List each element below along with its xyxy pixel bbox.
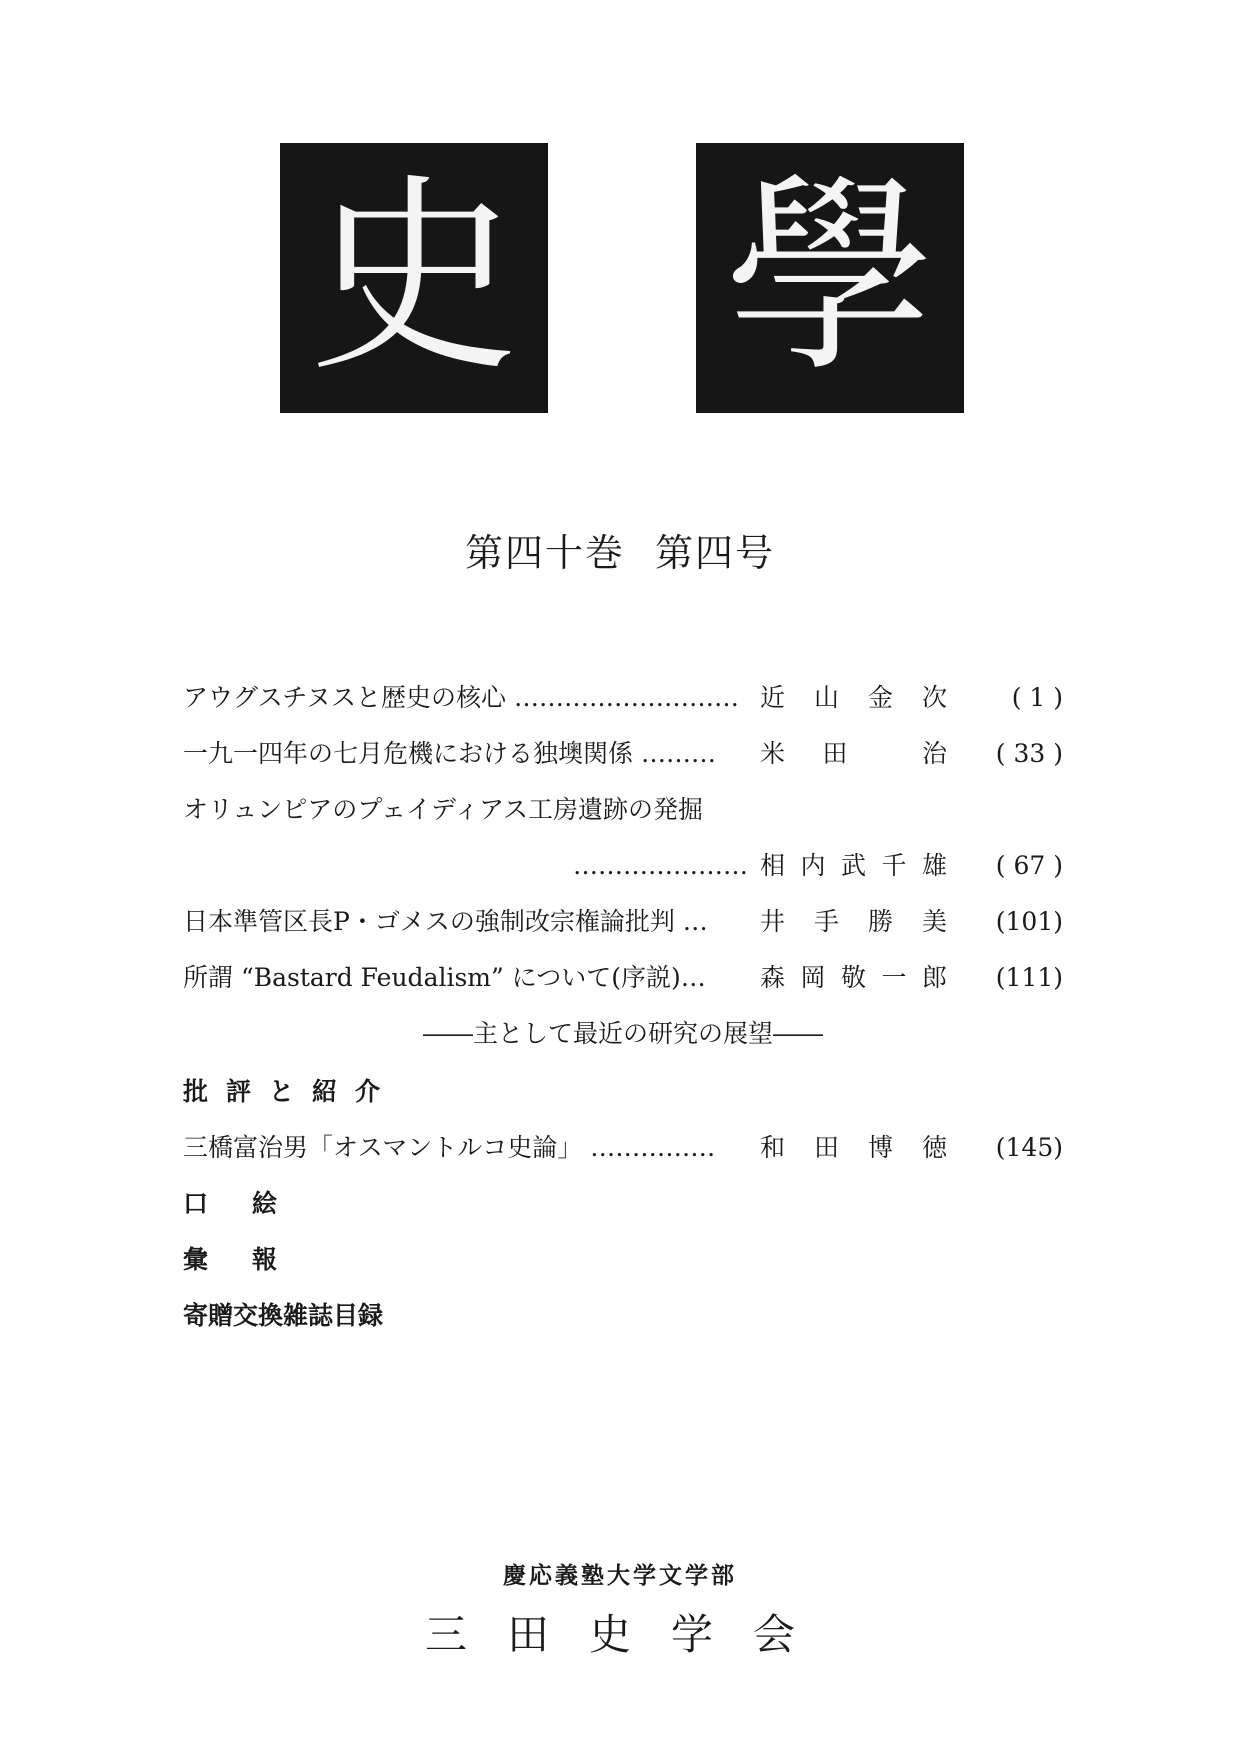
section-news xyxy=(183,1242,1063,1278)
toc-entry-author xyxy=(760,680,947,716)
toc-entry-title: オリュンピアのプェイディアス工房遺跡の発掘 xyxy=(183,795,704,824)
toc-entry-title: 日本準管区長P・ゴメスの強制改宗権論批判 … xyxy=(183,907,708,936)
author-char: 徳 xyxy=(921,1133,947,1162)
author-char: 武 xyxy=(840,851,866,880)
issue-number: 第四号 xyxy=(655,531,776,575)
author-char: 岡 xyxy=(800,963,826,992)
toc-entry xyxy=(183,736,1063,772)
author-char: 敬 xyxy=(840,963,866,992)
author-char: 手 xyxy=(813,907,839,936)
author-char: 博 xyxy=(867,1133,893,1162)
author-char: 森 xyxy=(760,963,786,992)
author-char: 美 xyxy=(921,907,947,936)
toc-entry-title: 所謂 “Bastard Feudalism” について(序説)… xyxy=(183,963,706,992)
author-char: 金 xyxy=(867,683,893,712)
publisher-department: 慶応義塾大学文学部 xyxy=(503,1563,737,1589)
section-label: 口絵 xyxy=(183,1189,322,1218)
toc-entry xyxy=(183,904,1063,940)
masthead-block-shi xyxy=(280,143,548,413)
toc-entry-author xyxy=(760,960,947,996)
toc-entry-title: 三橋富治男「オスマントルコ史論」 …………… xyxy=(183,1133,716,1162)
toc-entry xyxy=(183,680,1063,716)
toc-entry-subtitle: ――主として最近の研究の展望―― xyxy=(422,1019,823,1048)
author-char: 雄 xyxy=(921,851,947,880)
toc-entry-author xyxy=(760,904,947,940)
toc-entry-page: ( 67 ) xyxy=(995,851,1063,880)
author-char: 内 xyxy=(800,851,826,880)
volume-number: 第四十巻 xyxy=(464,531,625,575)
toc-entry xyxy=(183,792,1063,828)
author-char: 近 xyxy=(760,683,786,712)
section-heading-review xyxy=(183,1074,1063,1110)
author-char: 田 xyxy=(813,1133,839,1162)
author-char: 次 xyxy=(921,683,947,712)
masthead-char-shi: 史 xyxy=(308,155,519,400)
section-label: 彙報 xyxy=(183,1245,322,1274)
author-char: 一 xyxy=(881,963,907,992)
toc-entry-page: ( 33 ) xyxy=(995,739,1063,768)
author-char: 郎 xyxy=(921,963,947,992)
review-heading: 批評と紹介 xyxy=(183,1077,399,1106)
toc-entry-leader: ………………… xyxy=(573,851,748,880)
section-exchange-list xyxy=(183,1298,1063,1334)
author-char: 井 xyxy=(760,907,786,936)
section-frontispiece xyxy=(183,1186,1063,1222)
issue-label xyxy=(0,522,1240,577)
toc-entry-author xyxy=(760,736,947,772)
toc-entry-title: 一九一四年の七月危機における独墺関係 ……… xyxy=(183,739,716,768)
toc-entry-page: (111) xyxy=(995,963,1063,992)
author-char: 米 xyxy=(760,739,786,768)
author-char: 千 xyxy=(881,851,907,880)
masthead-block-gaku xyxy=(696,143,964,413)
toc-entry-author xyxy=(760,848,947,884)
toc-entry-page: (101) xyxy=(995,907,1063,936)
author-char: 相 xyxy=(760,851,786,880)
author-char: 田 xyxy=(822,739,848,768)
author-char: 勝 xyxy=(867,907,893,936)
toc-entry xyxy=(183,960,1063,996)
toc-entry-title: アウグスチヌスと歴史の核心 ……………………… xyxy=(183,683,739,712)
author-char: 山 xyxy=(813,683,839,712)
author-char: 治 xyxy=(921,739,947,768)
publisher-name: 三田史学会 xyxy=(424,1610,835,1659)
masthead-char-gaku: 學 xyxy=(724,155,935,400)
author-char: 和 xyxy=(760,1133,786,1162)
toc-entry-author xyxy=(760,1130,947,1166)
toc-entry xyxy=(183,848,1063,884)
toc-entry-page: (145) xyxy=(995,1133,1063,1162)
section-label: 寄贈交換雑誌目録 xyxy=(183,1301,384,1330)
toc-entry-review xyxy=(183,1130,1063,1166)
toc-entry-page: ( 1 ) xyxy=(1011,683,1063,712)
